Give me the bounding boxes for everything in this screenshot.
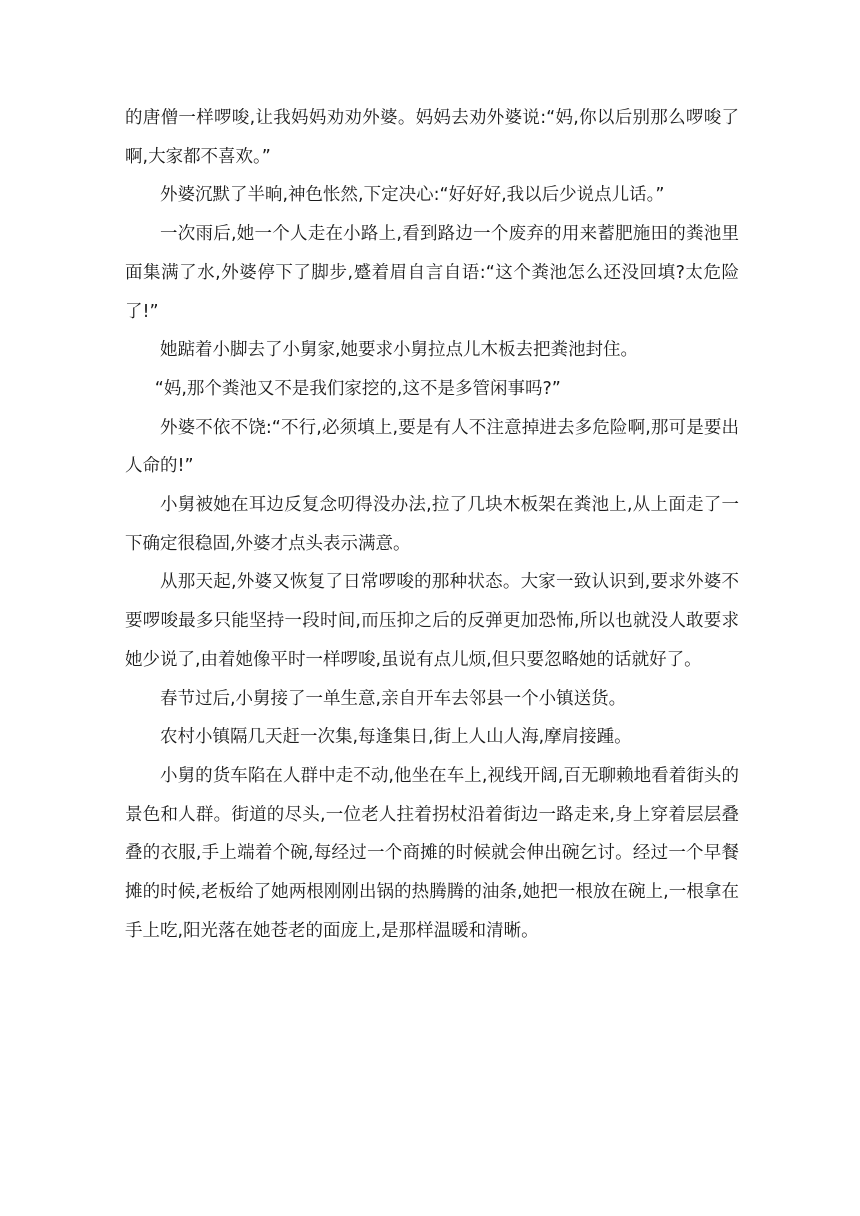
paragraph-6: 外婆不依不饶:“不行,必须填上,要是有人不注意掉进去多危险啊,那可是要出人命的!”: [125, 417, 739, 477]
paragraph-7: 小舅被她在耳边反复念叨得没办法,拉了几块木板架在粪池上,从上面走了一下确定很稳固,外婆才点头表示满意。: [125, 495, 739, 554]
paragraph-4: 她踮着小脚去了小舅家,她要求小舅拉点儿木板去把粪池封住。: [160, 340, 639, 361]
paragraph-8: 从那天起,外婆又恢复了日常啰唆的那种状态。大家一致认识到,要求外婆不要啰唆最多只能坚持一段时间,而压抑之后的反弹更加恐怖,所以也就没人敢要求她少说了,由着她像平时一样啰唆,虽说有点儿烦,但只要忽略她的话就好了。: [125, 572, 739, 670]
document-body: [125, 99, 739, 950]
paragraph-3: 一次雨后,她一个人走在小路上,看到路边一个废弃的用来蓄肥施田的粪池里面集满了水,外婆停下了脚步,蹙着眉自言自语:“这个粪池怎么还没回填?太危险了!”: [125, 224, 739, 322]
paragraph-5: “妈,那个粪池又不是我们家挖的,这不是多管闲事吗?”: [154, 378, 561, 399]
paragraph-1: 的唐僧一样啰唆,让我妈妈劝劝外婆。妈妈去劝外婆说:“妈,你以后别那么啰唆了啊,大家都不喜欢。”: [125, 108, 739, 167]
paragraph-9: 春节过后,小舅接了一单生意,亲自开车去邻县一个小镇送货。: [160, 688, 627, 709]
paragraph-11: 小舅的货车陷在人群中走不动,他坐在车上,视线开阔,百无聊赖地看着街头的景色和人群。街道的尽头,一位老人拄着拐杖沿着街边一路走来,身上穿着层层叠叠的衣服,手上端着个碗,每经过一个商摊的时候就会伸出碗乞讨。经过一个早餐摊的时候,老板给了她两根刚刚出锅的热腾腾的油条,她把一根放在碗上,一根拿在手上吃,阳光落在她苍老的面庞上,是那样温暖和清晰。: [125, 765, 739, 941]
paragraph-10: 农村小镇隔几天赶一次集,每逢集日,街上人山人海,摩肩接踵。: [160, 727, 632, 748]
paragraph-2: 外婆沉默了半晌,神色怅然,下定决心:“好好好,我以后少说点儿话。”: [160, 185, 665, 206]
